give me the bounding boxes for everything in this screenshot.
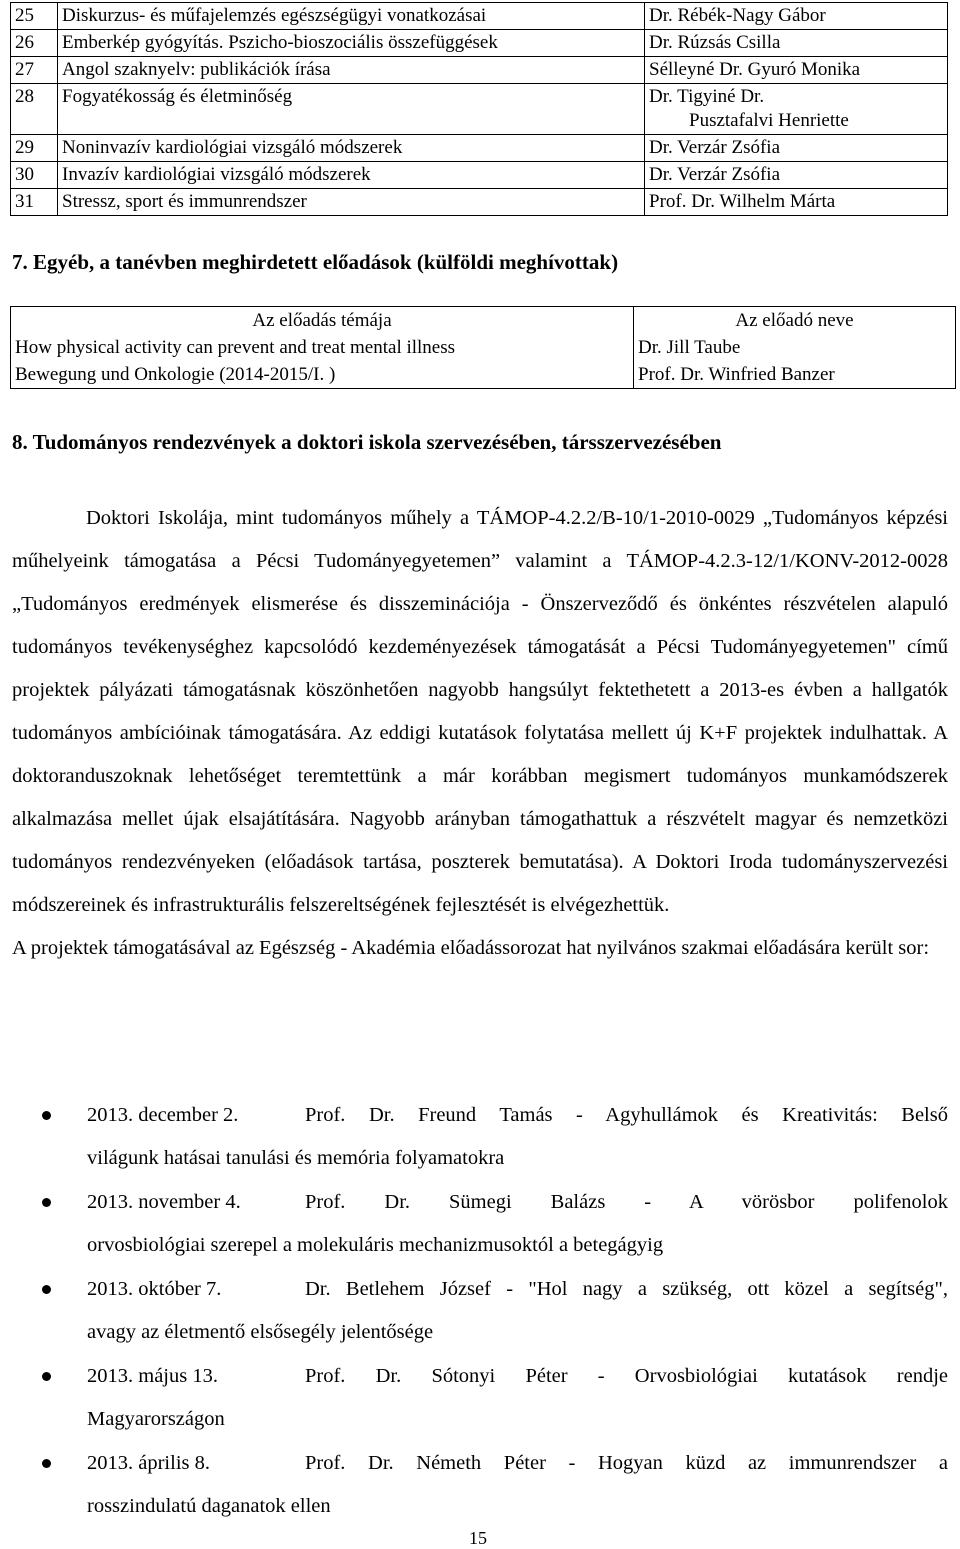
row-number: 29 [11,135,58,162]
table-row [11,135,948,162]
table-row [11,57,948,84]
guest-lectures-table [10,306,956,389]
lecture-series-list [12,1094,948,1529]
talk-title: Prof. Dr. Freund Tamás - Agyhullámok és Kreativitás: Belső [305,1104,948,1126]
speaker-name: Dr. Jill Taube [634,334,956,361]
page-number: 15 [469,1528,487,1548]
talk-date: 2013. október 7. [87,1278,222,1300]
table-header-row [11,307,956,335]
list-item [12,1094,948,1180]
lecturer-name: Dr. Rébék-Nagy Gábor [645,3,948,30]
table-row [11,334,956,361]
course-topic: Stressz, sport és immunrendszer [58,189,645,216]
talk-title-continued: rosszindulatú daganatok ellen [87,1495,331,1517]
lecturer-cell [645,84,948,135]
paragraph: Doktori Iskolája, mint tudományos műhely a TÁMOP-4.2.2/B-10/1-2010-0029 „Tudományos képzési műhelyeink támogatása a Pécsi Tudományegyetemen” valamint a TÁMOP-4.2.3-12/1/KONV-2012-0028 „Tudományos eredmények elismerése és disszeminációja - Önszerveződő és önkéntes részvételen alapuló tudományos tevékenységhez kapcsolódó kezdeményezések támogatását a Pécsi Tudományegyetemen" című projektek pályázati támogatásnak köszönhetően nagyobb hangsúlyt fektethetett a 2013-es évben a hallgatók tudományos ambícióinak támogatására. Az eddigi kutatások folytatása mellett új K+F projektek indulhattak. A doktoranduszoknak lehetőséget teremtettünk a már korábban megismert tudományos munkamódszerek alkalmazása mellet újak elsajátítására. Nagyobb arányban támogathattuk a részvételt magyar és nemzetközi tudományos rendezvényeken (előadások tartása, poszterek bemutatása). A Doktori Iroda tudományszervezési módszereinek és infrastrukturális felszereltségének fejlesztését is elvégezhettük. [12,507,948,916]
lecturer-name-continued: Pusztafalvi Henriette [689,110,849,131]
table-row [11,361,956,389]
row-number: 30 [11,162,58,189]
table-row [11,30,948,57]
section-7-heading: 7. Egyéb, a tanévben meghirdetett előadások (külföldi meghívottak) [12,250,619,274]
row-number: 27 [11,57,58,84]
table-row [11,189,948,216]
talk-date: 2013. május 13. [87,1365,218,1387]
talk-title-continued: Magyarországon [87,1408,225,1430]
row-number: 25 [11,3,58,30]
bullet-icon [42,1372,51,1381]
lecturer-name: Sélleyné Dr. Gyuró Monika [645,57,948,84]
lecturer-name: Dr. Verzár Zsófia [645,135,948,162]
talk-title: Prof. Dr. Sótonyi Péter - Orvosbiológiai kutatások rendje [305,1365,948,1387]
talk-title-continued: avagy az életmentő elsősegély jelentősége [87,1321,434,1343]
lecture-topic: Bewegung und Onkologie (2014-2015/I. ) [11,361,634,389]
course-topic: Diskurzus- és műfajelemzés egészségügyi vonatkozásai [58,3,645,30]
course-topic: Emberkép gyógyítás. Pszicho-bioszociális összefüggések [58,30,645,57]
section-8-body [12,497,948,970]
row-number: 28 [11,84,58,135]
list-item [12,1355,948,1441]
talk-title-continued: orvosbiológiai szerepel a molekuláris mechanizmusoktól a betegágyig [87,1234,664,1256]
bullet-icon [42,1198,51,1207]
column-header-topic: Az előadás témája [11,307,634,335]
row-number: 26 [11,30,58,57]
lecture-topic: How physical activity can prevent and treat mental illness [11,334,634,361]
talk-date: 2013. december 2. [87,1104,239,1126]
talk-date: 2013. április 8. [87,1452,210,1474]
speaker-name: Prof. Dr. Winfried Banzer [634,361,956,389]
bullet-icon [42,1459,51,1468]
list-item [12,1268,948,1354]
talk-date: 2013. november 4. [87,1191,241,1213]
section-8-heading: 8. Tudományos rendezvények a doktori iskola szervezésében, társszervezésében [12,430,722,454]
list-item [12,1181,948,1267]
talk-title: Prof. Dr. Németh Péter - Hogyan küzd az immunrendszer a [305,1452,948,1474]
course-topic: Fogyatékosság és életminőség [58,84,645,135]
table-row [11,84,948,135]
bullet-icon [42,1111,51,1120]
list-item [12,1442,948,1528]
lecturer-name: Prof. Dr. Wilhelm Márta [645,189,948,216]
bullet-icon [42,1285,51,1294]
lecturer-name: Dr. Verzár Zsófia [645,162,948,189]
talk-title-continued: világunk hatásai tanulási és memória folyamatokra [87,1147,505,1169]
course-topic: Noninvazív kardiológiai vizsgáló módszerek [58,135,645,162]
lecturer-name: Dr. Rúzsás Csilla [645,30,948,57]
course-topic: Angol szaknyelv: publikációk írása [58,57,645,84]
course-topic: Invazív kardiológiai vizsgáló módszerek [58,162,645,189]
lecturer-name: Dr. Tigyiné Dr. [649,86,765,107]
column-header-speaker: Az előadó neve [634,307,956,335]
table-row [11,162,948,189]
table-row [11,3,948,30]
talk-title: Dr. Betlehem József - "Hol nagy a szükség, ott közel a segítség", [305,1278,948,1300]
row-number: 31 [11,189,58,216]
paragraph: A projektek támogatásával az Egészség - Akadémia előadássorozat hat nyilvános szakmai előadására került sor: [12,937,930,959]
courses-table [10,2,948,216]
talk-title: Prof. Dr. Sümegi Balázs - A vörösbor polifenolok [305,1191,948,1213]
